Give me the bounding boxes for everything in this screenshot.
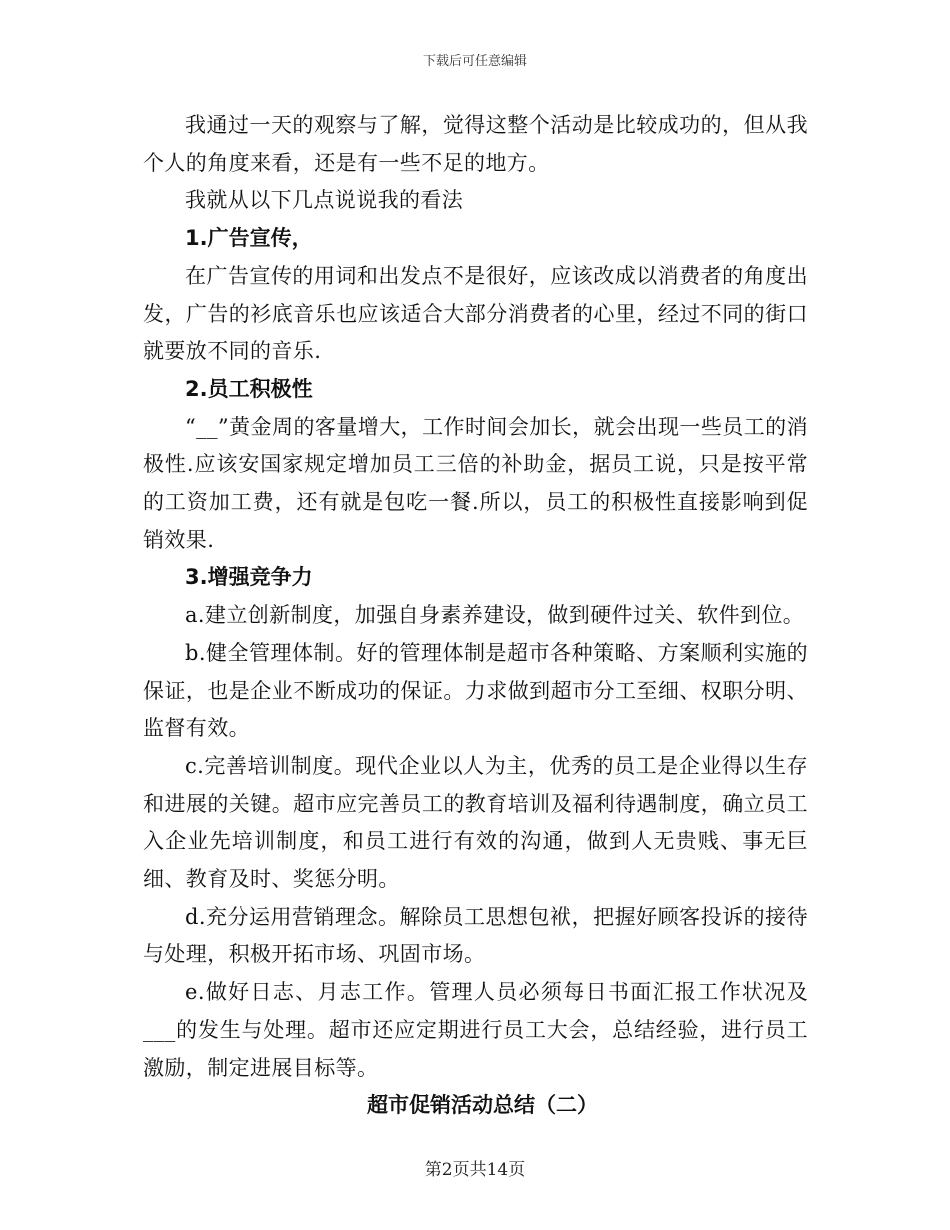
section-title: 超市促销活动总结（二） — [367, 1093, 598, 1118]
paragraph-advertising: 在广告宣传的用词和出发点不是很好，应该改成以消费者的角度出发，广告的衫底音乐也应该适合大部分消费者的心里，经过不同的街口就要放不同的音乐. — [143, 263, 808, 364]
paragraph-item-a: a.建立创新制度，加强自身素养建设，做到硬件过关、软件到位。 — [185, 603, 805, 628]
paragraph-item-b: b.健全管理体制。好的管理体制是超市各种策略、方案顺利实施的保证，也是企业不断成功的保证。力求做到超市分工至细、权职分明、监督有效。 — [143, 640, 808, 741]
document-body — [143, 107, 808, 1125]
paragraph-item-c: c.完善培训制度。现代企业以人为主，优秀的员工是企业得以生存和进展的关键。超市应完善员工的教育培训及福利待遇制度，确立员工入企业先培训制度，和员工进行有效的沟通，做到人无贵贱、事无巨细、教育及时、奖惩分明。 — [143, 753, 808, 892]
header-note: 下载后可任意编辑 — [422, 54, 527, 69]
paragraph-lead-in: 我就从以下几点说说我的看法 — [185, 188, 464, 213]
paragraph-staff-motivation: “__”黄金周的客量增大，工作时间会加长，就会出现一些员工的消极性.应该安国家规定增加员工三倍的补助金，据员工说，只是按平常的工资加工费，还有就是包吃一餐.所以，员工的积极性直接影响到促销效果. — [143, 414, 808, 552]
paragraph-intro: 我通过一天的观察与了解，觉得这整个活动是比较成功的，但从我个人的角度来看，还是有一些不足的地方。 — [143, 113, 808, 175]
heading-competitiveness: 3.增强竞争力 — [185, 565, 313, 590]
page-number: 第2页共14页 — [424, 1160, 526, 1180]
heading-advertising: 1.广告宣传， — [185, 226, 313, 251]
paragraph-item-e: e.做好日志、月志工作。管理人员必须每日书面汇报工作状况及___的发生与处理。超市还应定期进行员工大会，总结经验，进行员工激励，制定进展目标等。 — [143, 980, 808, 1080]
paragraph-item-d: d.充分运用营销理念。解除员工思想包袱，把握好顾客投诉的接待与处理，积极开拓市场、巩固市场。 — [143, 904, 808, 967]
heading-staff-motivation: 2.员工积极性 — [185, 376, 313, 401]
